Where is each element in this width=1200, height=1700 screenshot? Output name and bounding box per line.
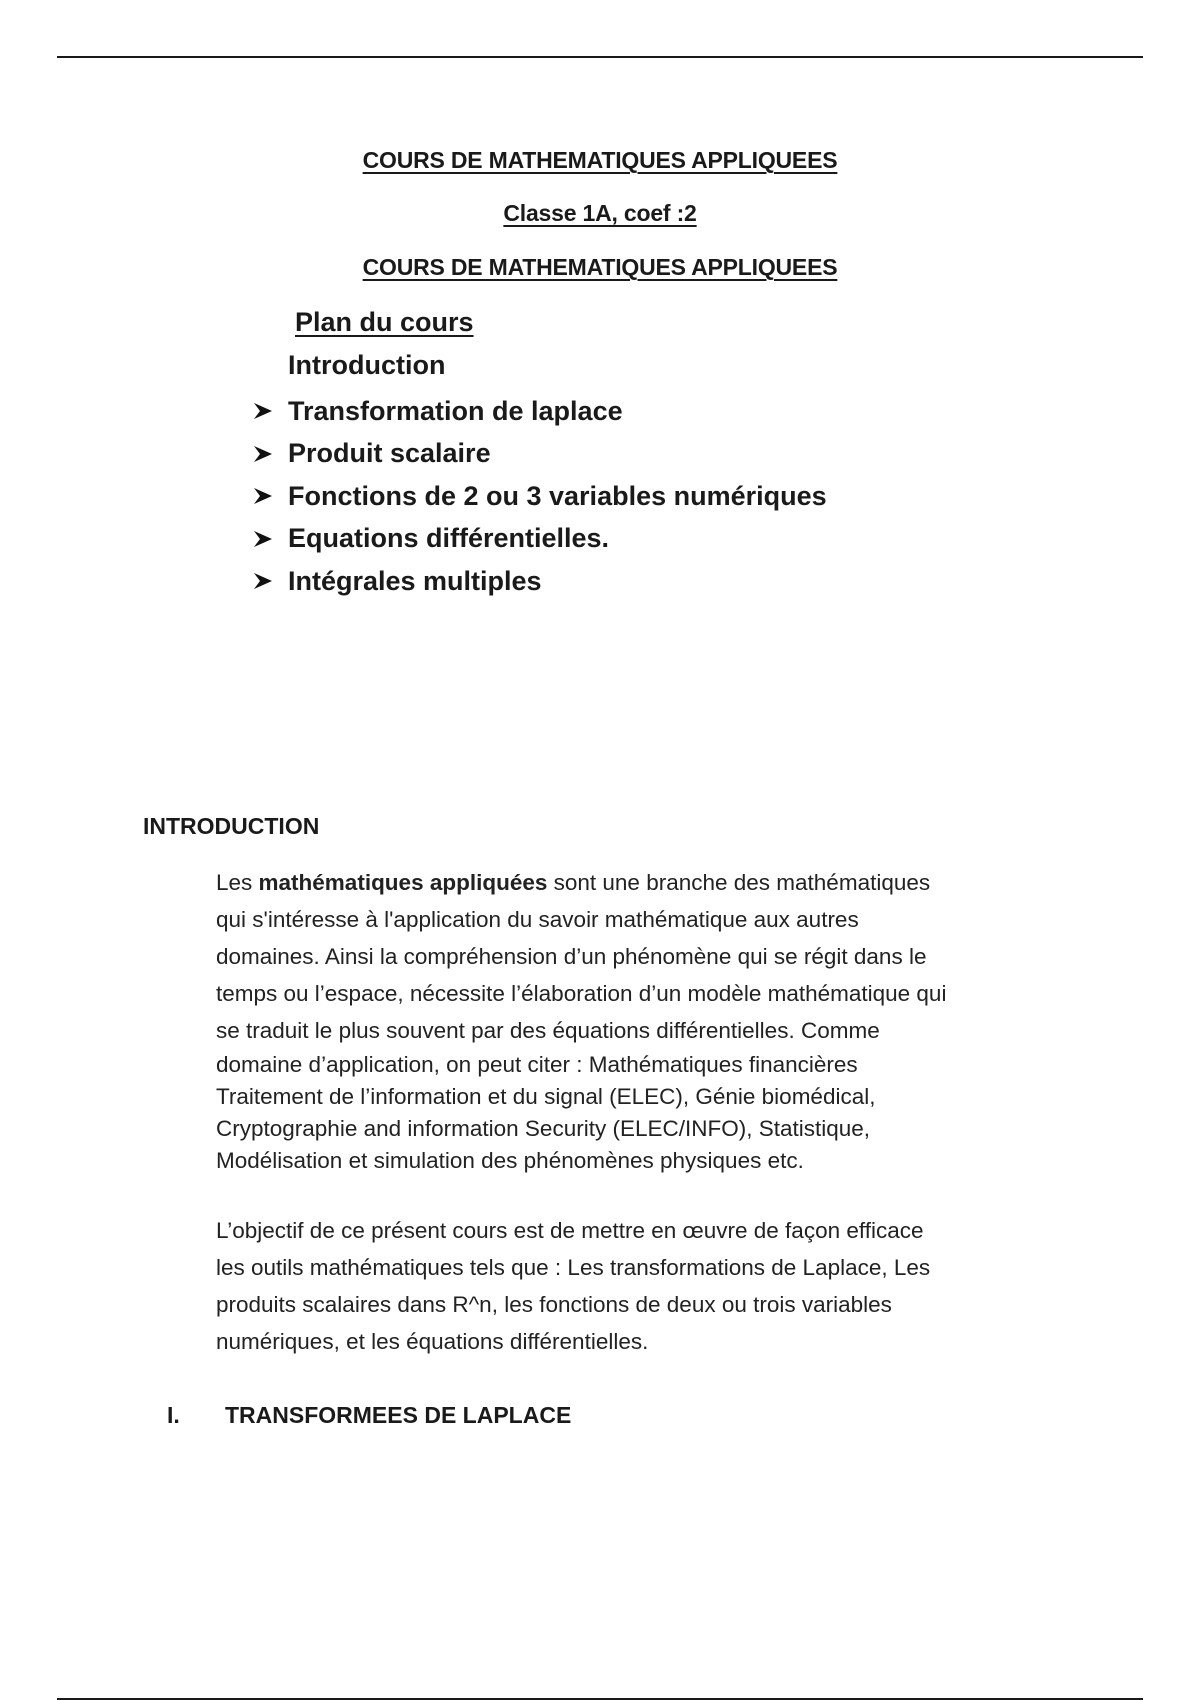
top-rule [57, 56, 1143, 58]
plan-item-label: Equations différentielles. [288, 523, 610, 554]
paragraph-line: qui s'intéresse à l'application du savoir mathématique aux autres [216, 907, 859, 932]
paragraph-line: se traduit le plus souvent par des équations différentielles. Comme [216, 1018, 880, 1043]
arrowhead-bullet-icon [252, 486, 288, 506]
introduction-heading: INTRODUCTION [143, 813, 320, 839]
paragraph-line: produits scalaires dans R^n, les fonctions de deux ou trois variables [216, 1292, 892, 1317]
paragraph-line: Cryptographie and information Security (ELEC/INFO), Statistique, [216, 1116, 871, 1141]
line-text: sont une branche des mathématiques [547, 870, 931, 895]
arrowhead-bullet-icon [252, 529, 288, 549]
paragraph-line: domaine d’application, on peut citer : Mathématiques financières [216, 1052, 858, 1077]
plan-item [252, 433, 827, 476]
plan-item [252, 518, 827, 561]
plan-list [252, 390, 827, 603]
plan-item-label: Transformation de laplace [288, 395, 623, 426]
course-title: COURS DE MATHEMATIQUES APPLIQUEES [362, 147, 838, 173]
paragraph-line: temps ou l’espace, nécessite l’élaboration d’un modèle mathématique qui [216, 981, 947, 1006]
plan-item-introduction: Introduction [288, 350, 446, 380]
paragraph-line: numériques, et les équations différentielles. [216, 1329, 649, 1354]
plan-item-label: Produit scalaire [288, 438, 491, 469]
section-title: TRANSFORMEES DE LAPLACE [225, 1402, 572, 1428]
plan-item [252, 390, 827, 433]
introduction-paragraph-2 [216, 1212, 1096, 1360]
paragraph-line: domaines. Ainsi la compréhension d’un phénomène qui se régit dans le [216, 944, 927, 969]
course-title-repeat: COURS DE MATHEMATIQUES APPLIQUEES [362, 254, 838, 280]
arrowhead-bullet-icon [252, 571, 288, 591]
plan-item [252, 475, 827, 518]
paragraph-line [216, 864, 1096, 901]
introduction-paragraph-1 [216, 864, 1096, 1177]
arrowhead-bullet-icon [252, 401, 288, 421]
lead-bold-term: mathématiques appliquées [258, 870, 548, 895]
paragraph-line: L’objectif de ce présent cours est de mettre en œuvre de façon efficace [216, 1218, 924, 1243]
paragraph-line: Modélisation et simulation des phénomènes physiques etc. [216, 1148, 804, 1173]
plan-heading: Plan du cours [295, 307, 474, 337]
section-heading [167, 1402, 571, 1429]
paragraph-line: les outils mathématiques tels que : Les transformations de Laplace, Les [216, 1255, 931, 1280]
plan-item-label: Fonctions de 2 ou 3 variables numériques [288, 480, 827, 511]
arrowhead-bullet-icon [252, 444, 288, 464]
paragraph-line: Traitement de l’information et du signal (ELEC), Génie biomédical, [216, 1084, 876, 1109]
section-number: I. [167, 1402, 180, 1428]
plan-item-label: Intégrales multiples [288, 565, 542, 596]
class-info: Classe 1A, coef :2 [503, 200, 697, 226]
lead-text: Les [216, 870, 259, 895]
plan-item [252, 560, 827, 603]
